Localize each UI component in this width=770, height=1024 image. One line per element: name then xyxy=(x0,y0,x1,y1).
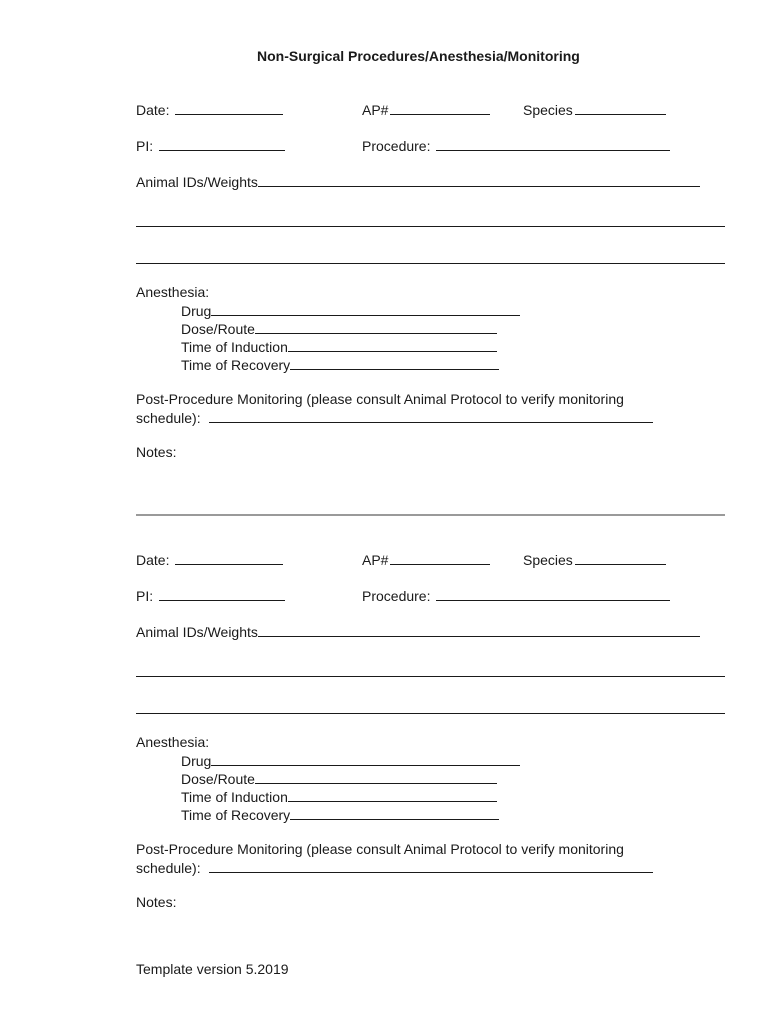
animal-ids-label: Animal IDs/Weights xyxy=(136,624,258,640)
notes-label: Notes: xyxy=(136,444,177,460)
animal-ids-line-2[interactable] xyxy=(136,676,725,677)
drug-blank[interactable] xyxy=(211,302,520,316)
dose-route-label: Dose/Route xyxy=(181,771,255,787)
procedure-label: Procedure: xyxy=(362,588,431,604)
ap-label: AP# xyxy=(362,552,389,568)
pi-label: PI: xyxy=(136,138,154,154)
pi-blank[interactable] xyxy=(159,137,285,151)
date-blank[interactable] xyxy=(175,551,283,565)
page-title: Non-Surgical Procedures/Anesthesia/Monitoring xyxy=(257,48,580,64)
species-field[interactable] xyxy=(523,551,666,568)
procedure-label: Procedure: xyxy=(362,138,431,154)
time-recovery-field[interactable] xyxy=(181,806,499,823)
animal-ids-blank[interactable] xyxy=(258,173,700,187)
date-label: Date: xyxy=(136,102,170,118)
time-recovery-label: Time of Recovery xyxy=(181,807,291,823)
time-induction-field[interactable] xyxy=(181,338,497,355)
pi-field[interactable] xyxy=(136,587,285,604)
time-induction-blank[interactable] xyxy=(288,338,497,352)
animal-ids-blank[interactable] xyxy=(258,623,700,637)
template-version: Template version 5.2019 xyxy=(136,961,289,977)
ap-field[interactable] xyxy=(362,551,490,568)
dose-route-blank[interactable] xyxy=(255,770,497,784)
ap-field[interactable] xyxy=(362,101,490,118)
time-induction-label: Time of Induction xyxy=(181,789,288,805)
procedure-blank[interactable] xyxy=(436,587,670,601)
date-field[interactable] xyxy=(136,101,283,118)
procedure-field[interactable] xyxy=(362,587,670,604)
pi-label: PI: xyxy=(136,588,154,604)
time-recovery-blank[interactable] xyxy=(290,356,499,370)
animal-ids-line-3[interactable] xyxy=(136,263,725,264)
date-field[interactable] xyxy=(136,551,283,568)
monitoring-schedule-field[interactable] xyxy=(136,409,653,426)
monitoring-schedule-field[interactable] xyxy=(136,859,653,876)
anesthesia-label: Anesthesia: xyxy=(136,734,210,750)
species-field[interactable] xyxy=(523,101,666,118)
drug-field[interactable] xyxy=(181,752,520,769)
form-section-2 xyxy=(0,450,770,910)
dose-route-field[interactable] xyxy=(181,320,497,337)
species-label: Species xyxy=(523,102,573,118)
species-blank[interactable] xyxy=(575,101,666,115)
procedure-field[interactable] xyxy=(362,137,670,154)
dose-route-blank[interactable] xyxy=(255,320,497,334)
ap-label: AP# xyxy=(362,102,389,118)
drug-label: Drug xyxy=(181,753,212,769)
time-induction-label: Time of Induction xyxy=(181,339,288,355)
animal-ids-field[interactable] xyxy=(136,623,700,640)
form-section-1 xyxy=(0,0,770,460)
time-induction-blank[interactable] xyxy=(288,788,497,802)
animal-ids-label: Animal IDs/Weights xyxy=(136,174,258,190)
time-recovery-field[interactable] xyxy=(181,356,499,373)
monitoring-text: Post-Procedure Monitoring (please consult Animal Protocol to verify monitoring xyxy=(136,841,624,857)
species-label: Species xyxy=(523,552,573,568)
drug-field[interactable] xyxy=(181,302,520,319)
date-label: Date: xyxy=(136,552,170,568)
monitoring-schedule-label: schedule): xyxy=(136,410,201,426)
animal-ids-field[interactable] xyxy=(136,173,700,190)
monitoring-schedule-blank[interactable] xyxy=(209,409,653,423)
time-recovery-label: Time of Recovery xyxy=(181,357,291,373)
dose-route-label: Dose/Route xyxy=(181,321,255,337)
monitoring-schedule-label: schedule): xyxy=(136,860,201,876)
date-blank[interactable] xyxy=(175,101,283,115)
anesthesia-label: Anesthesia: xyxy=(136,284,210,300)
drug-blank[interactable] xyxy=(211,752,520,766)
procedure-blank[interactable] xyxy=(436,137,670,151)
monitoring-schedule-blank[interactable] xyxy=(209,859,653,873)
time-recovery-blank[interactable] xyxy=(290,806,499,820)
species-blank[interactable] xyxy=(575,551,666,565)
pi-blank[interactable] xyxy=(159,587,285,601)
ap-blank[interactable] xyxy=(390,101,490,115)
drug-label: Drug xyxy=(181,303,212,319)
animal-ids-line-2[interactable] xyxy=(136,226,725,227)
time-induction-field[interactable] xyxy=(181,788,497,805)
animal-ids-line-3[interactable] xyxy=(136,713,725,714)
monitoring-text: Post-Procedure Monitoring (please consult Animal Protocol to verify monitoring xyxy=(136,391,624,407)
ap-blank[interactable] xyxy=(390,551,490,565)
notes-label: Notes: xyxy=(136,894,177,910)
pi-field[interactable] xyxy=(136,137,285,154)
dose-route-field[interactable] xyxy=(181,770,497,787)
